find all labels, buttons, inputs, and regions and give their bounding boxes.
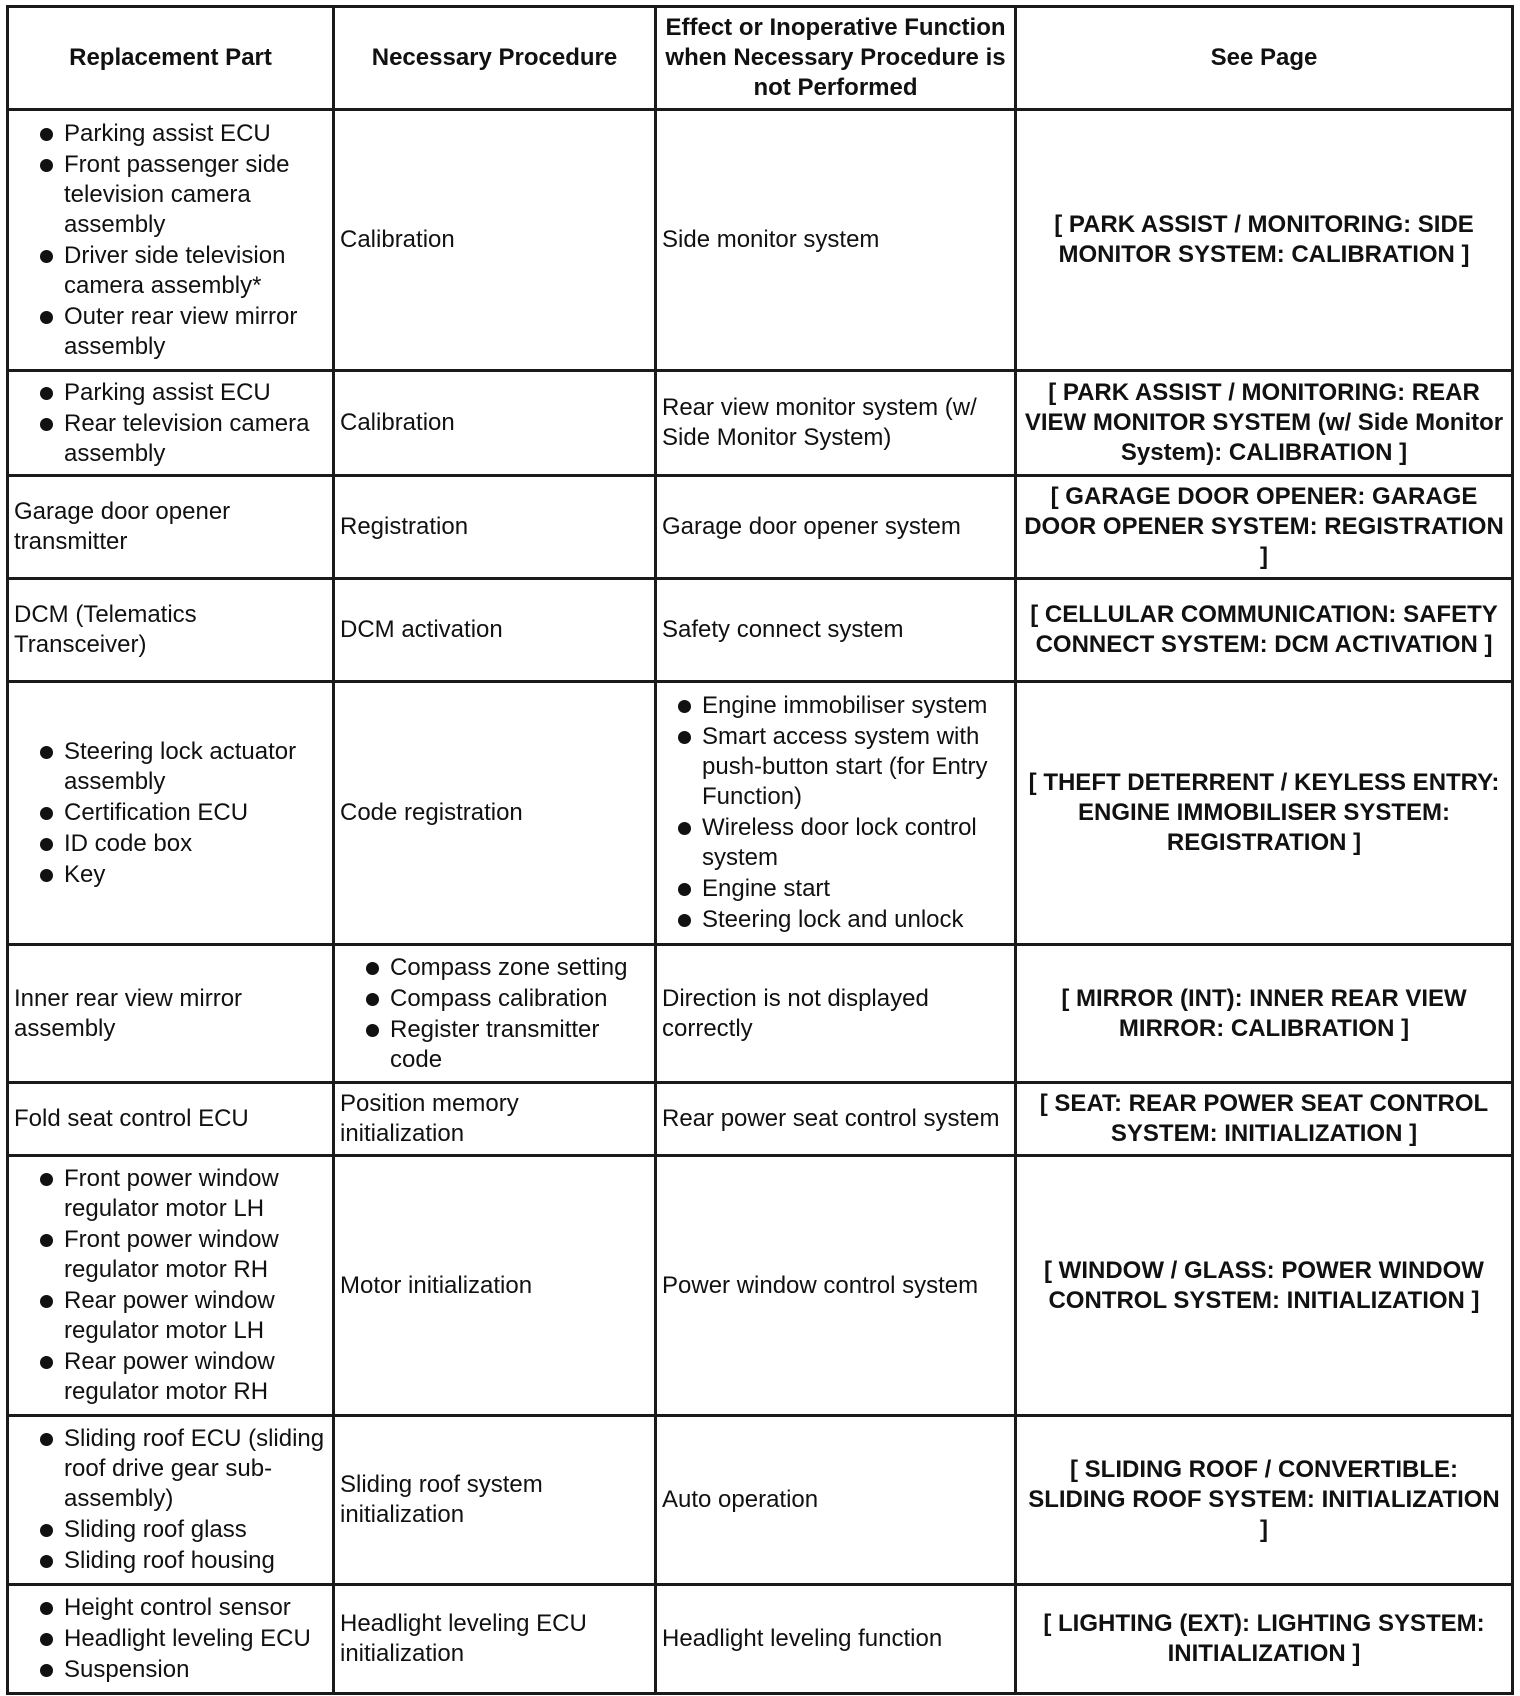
header-necessary-procedure: Necessary Procedure bbox=[334, 7, 656, 110]
effect-list bbox=[662, 691, 1009, 935]
effect-cell: Direction is not displayed correctly bbox=[656, 945, 1016, 1083]
bullet-icon bbox=[366, 1024, 379, 1037]
effect-cell bbox=[656, 682, 1016, 945]
list-item: Engine immobiliser system bbox=[678, 691, 1009, 721]
part-list bbox=[14, 119, 327, 362]
list-item: Compass zone setting bbox=[366, 953, 649, 983]
list-item: Front power window regulator motor RH bbox=[40, 1225, 327, 1285]
bullet-icon bbox=[40, 869, 53, 882]
procedure-cell: Registration bbox=[334, 476, 656, 579]
procedure-list bbox=[340, 953, 649, 1075]
effect-cell: Safety connect system bbox=[656, 579, 1016, 682]
list-item: Rear television camera assembly bbox=[40, 409, 327, 469]
list-item: Wireless door lock control system bbox=[678, 813, 1009, 873]
replacement-part-cell: Garage door opener transmitter bbox=[8, 476, 334, 579]
list-item: Sliding roof ECU (sliding roof drive gear sub-assembly) bbox=[40, 1424, 327, 1514]
replacement-part-cell bbox=[8, 1416, 334, 1585]
list-item: Parking assist ECU bbox=[40, 119, 327, 149]
bullet-icon bbox=[40, 1295, 53, 1308]
table-row bbox=[8, 371, 1513, 476]
replacement-part-cell bbox=[8, 682, 334, 945]
table-row bbox=[8, 1083, 1513, 1156]
procedure-cell: Calibration bbox=[334, 110, 656, 371]
replacement-part-cell bbox=[8, 110, 334, 371]
bullet-icon bbox=[40, 1356, 53, 1369]
bullet-icon bbox=[366, 993, 379, 1006]
effect-cell: Power window control system bbox=[656, 1156, 1016, 1416]
procedure-cell: DCM activation bbox=[334, 579, 656, 682]
list-item: Steering lock and unlock bbox=[678, 905, 1009, 935]
procedure-cell: Sliding roof system initialization bbox=[334, 1416, 656, 1585]
list-item: Rear power window regulator motor RH bbox=[40, 1347, 327, 1407]
header-effect: Effect or Inoperative Function when Necessary Procedure is not Performed bbox=[656, 7, 1016, 110]
see-page-link[interactable]: [ PARK ASSIST / MONITORING: REAR VIEW MONITOR SYSTEM (w/ Side Monitor System): CALIBRATION ] bbox=[1016, 371, 1513, 476]
list-item: Key bbox=[40, 860, 327, 890]
header-row bbox=[8, 7, 1513, 110]
bullet-icon bbox=[40, 838, 53, 851]
bullet-icon bbox=[40, 1664, 53, 1677]
bullet-icon bbox=[366, 962, 379, 975]
see-page-link[interactable]: [ GARAGE DOOR OPENER: GARAGE DOOR OPENER SYSTEM: REGISTRATION ] bbox=[1016, 476, 1513, 579]
list-item: Height control sensor bbox=[40, 1593, 327, 1623]
table-row bbox=[8, 579, 1513, 682]
list-item: Certification ECU bbox=[40, 798, 327, 828]
header-replacement-part: Replacement Part bbox=[8, 7, 334, 110]
list-item: Driver side television camera assembly* bbox=[40, 241, 327, 301]
list-item: Headlight leveling ECU bbox=[40, 1624, 327, 1654]
part-list bbox=[14, 1593, 327, 1685]
bullet-icon bbox=[40, 1633, 53, 1646]
replacement-procedure-table bbox=[6, 5, 1514, 1695]
effect-cell: Rear power seat control system bbox=[656, 1083, 1016, 1156]
list-item: Register transmitter code bbox=[366, 1015, 649, 1075]
bullet-icon bbox=[678, 731, 691, 744]
list-item: Engine start bbox=[678, 874, 1009, 904]
see-page-link[interactable]: [ CELLULAR COMMUNICATION: SAFETY CONNECT SYSTEM: DCM ACTIVATION ] bbox=[1016, 579, 1513, 682]
bullet-icon bbox=[40, 807, 53, 820]
bullet-icon bbox=[40, 387, 53, 400]
header-see-page: See Page bbox=[1016, 7, 1513, 110]
see-page-link[interactable]: [ MIRROR (INT): INNER REAR VIEW MIRROR: CALIBRATION ] bbox=[1016, 945, 1513, 1083]
list-item: Rear power window regulator motor LH bbox=[40, 1286, 327, 1346]
list-item: Smart access system with push-button start (for Entry Function) bbox=[678, 722, 1009, 812]
replacement-part-cell bbox=[8, 1156, 334, 1416]
table-row bbox=[8, 1416, 1513, 1585]
bullet-icon bbox=[678, 822, 691, 835]
part-list bbox=[14, 1424, 327, 1576]
replacement-part-cell bbox=[8, 371, 334, 476]
procedure-cell bbox=[334, 945, 656, 1083]
procedure-cell: Position memory initialization bbox=[334, 1083, 656, 1156]
see-page-link[interactable]: [ LIGHTING (EXT): LIGHTING SYSTEM: INITIALIZATION ] bbox=[1016, 1585, 1513, 1694]
table-row bbox=[8, 682, 1513, 945]
table-row bbox=[8, 110, 1513, 371]
part-list bbox=[14, 737, 327, 890]
list-item: Compass calibration bbox=[366, 984, 649, 1014]
bullet-icon bbox=[40, 1524, 53, 1537]
see-page-link[interactable]: [ PARK ASSIST / MONITORING: SIDE MONITOR SYSTEM: CALIBRATION ] bbox=[1016, 110, 1513, 371]
see-page-link[interactable]: [ THEFT DETERRENT / KEYLESS ENTRY: ENGINE IMMOBILISER SYSTEM: REGISTRATION ] bbox=[1016, 682, 1513, 945]
see-page-link[interactable]: [ SEAT: REAR POWER SEAT CONTROL SYSTEM: INITIALIZATION ] bbox=[1016, 1083, 1513, 1156]
list-item: Outer rear view mirror assembly bbox=[40, 302, 327, 362]
list-item: Steering lock actuator assembly bbox=[40, 737, 327, 797]
effect-cell: Side monitor system bbox=[656, 110, 1016, 371]
bullet-icon bbox=[678, 914, 691, 927]
bullet-icon bbox=[40, 159, 53, 172]
part-list bbox=[14, 378, 327, 469]
list-item: Sliding roof glass bbox=[40, 1515, 327, 1545]
list-item: ID code box bbox=[40, 829, 327, 859]
bullet-icon bbox=[678, 700, 691, 713]
bullet-icon bbox=[40, 746, 53, 759]
bullet-icon bbox=[40, 1433, 53, 1446]
table-row bbox=[8, 945, 1513, 1083]
procedure-cell: Calibration bbox=[334, 371, 656, 476]
part-list bbox=[14, 1164, 327, 1407]
procedure-cell: Headlight leveling ECU initialization bbox=[334, 1585, 656, 1694]
table-row bbox=[8, 476, 1513, 579]
replacement-part-cell: Inner rear view mirror assembly bbox=[8, 945, 334, 1083]
replacement-part-cell: DCM (Telematics Transceiver) bbox=[8, 579, 334, 682]
procedure-cell: Code registration bbox=[334, 682, 656, 945]
bullet-icon bbox=[40, 1173, 53, 1186]
list-item: Sliding roof housing bbox=[40, 1546, 327, 1576]
list-item: Front power window regulator motor LH bbox=[40, 1164, 327, 1224]
replacement-part-cell: Fold seat control ECU bbox=[8, 1083, 334, 1156]
list-item: Suspension bbox=[40, 1655, 327, 1685]
procedure-cell: Motor initialization bbox=[334, 1156, 656, 1416]
bullet-icon bbox=[40, 1555, 53, 1568]
effect-cell: Headlight leveling function bbox=[656, 1585, 1016, 1694]
effect-cell: Garage door opener system bbox=[656, 476, 1016, 579]
bullet-icon bbox=[40, 128, 53, 141]
bullet-icon bbox=[40, 1234, 53, 1247]
bullet-icon bbox=[678, 883, 691, 896]
list-item: Front passenger side television camera assembly bbox=[40, 150, 327, 240]
replacement-part-cell bbox=[8, 1585, 334, 1694]
bullet-icon bbox=[40, 250, 53, 263]
effect-cell: Auto operation bbox=[656, 1416, 1016, 1585]
bullet-icon bbox=[40, 1602, 53, 1615]
table-row bbox=[8, 1585, 1513, 1694]
list-item: Parking assist ECU bbox=[40, 378, 327, 408]
see-page-link[interactable]: [ SLIDING ROOF / CONVERTIBLE: SLIDING ROOF SYSTEM: INITIALIZATION ] bbox=[1016, 1416, 1513, 1585]
table-row bbox=[8, 1156, 1513, 1416]
bullet-icon bbox=[40, 418, 53, 431]
see-page-link[interactable]: [ WINDOW / GLASS: POWER WINDOW CONTROL SYSTEM: INITIALIZATION ] bbox=[1016, 1156, 1513, 1416]
effect-cell: Rear view monitor system (w/ Side Monitor System) bbox=[656, 371, 1016, 476]
bullet-icon bbox=[40, 311, 53, 324]
